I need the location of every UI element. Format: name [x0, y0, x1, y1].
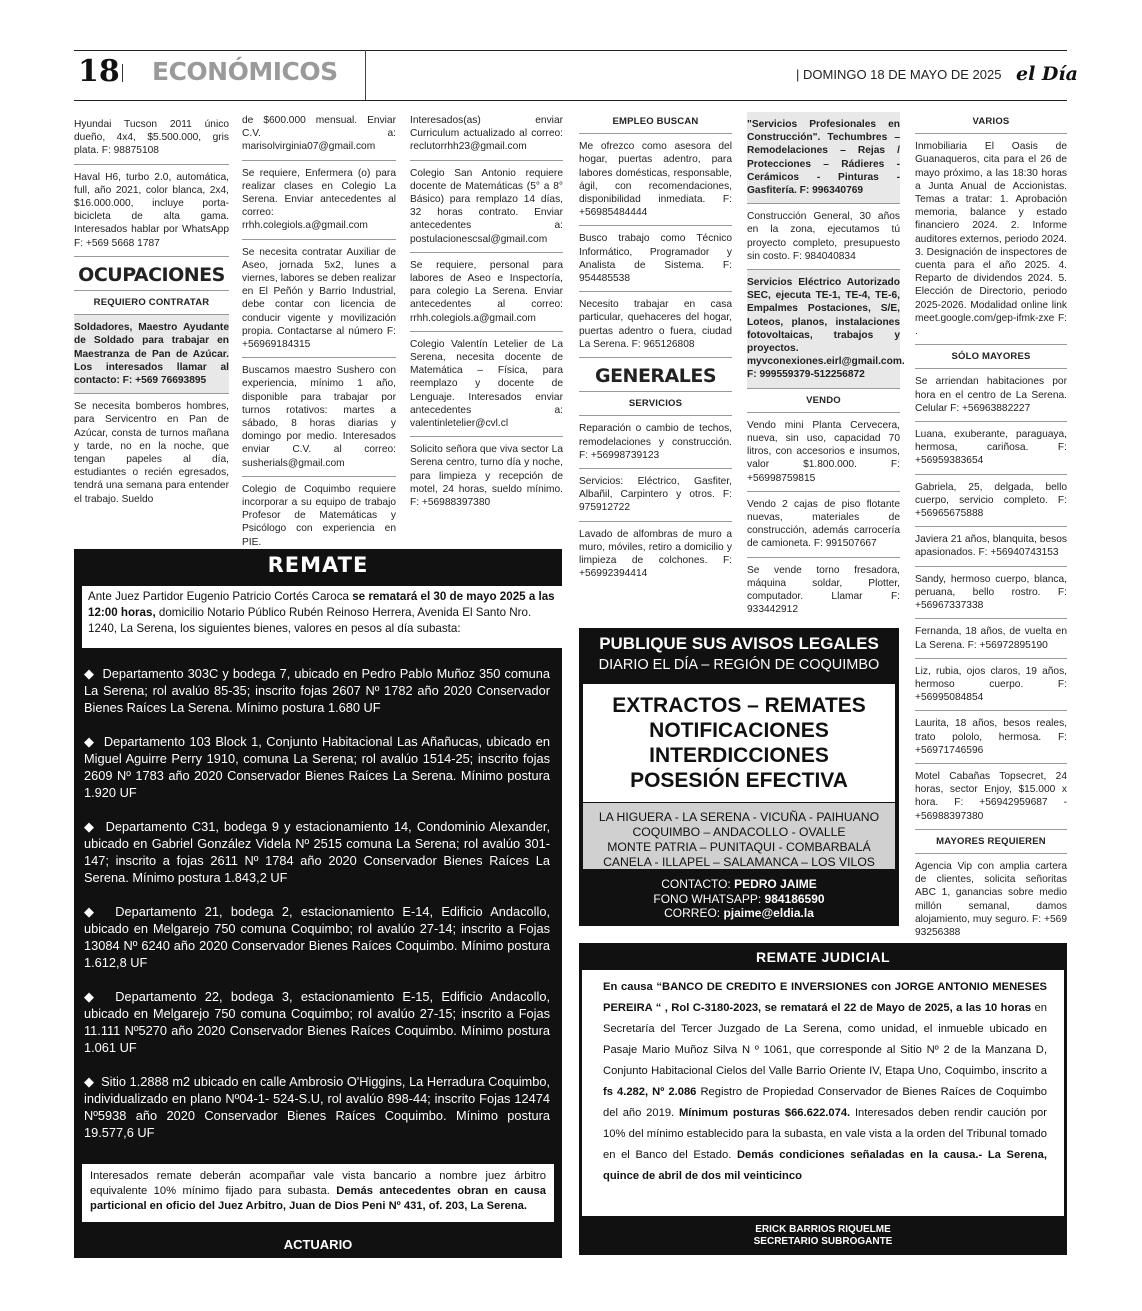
classified-ad: Se vende torno fresadora, máquina soldar, Plotter, computador. Llamar F: 933442912 [747, 564, 900, 616]
classified-column-3 [410, 112, 563, 515]
remate-judicial-text: En causa “BANCO DE CREDITO E INVERSIONES con JORGE ANTONIO MENESES PEREIRA “ , Rol C-3180-2023, se rematará el 22 de Mayo de 2025, a las 10 horas en Secretaría del Tercer Juzgado de La Serena, como unidad, el inmueble ubicado en Pasaje Mario Muñoz Silva N º 1061, que corresponde al Sitio Nº 2 de la Manzana D, Conjunto Habitacional Cielos del Valle Barrio Oriente IV, Etapa Uno, Coquimbo, inscrito a fs 4.282, Nº 2.086 Registro de Propiedad Conservador de Bienes Raíces de Coquimbo del año 2019. Mínimum posturas $66.622.074. Interesados deben rendir caución por 10% del mínimo establecido para la subasta, en vale vista a la orden del Tribunal tomado en el Banco del Estado. Demás condiciones señaladas en la causa.- La Serena, quince de abril de dos mil veinticinco [603, 981, 1047, 1182]
classified-column-1 [74, 112, 229, 512]
remate-judicial-title: REMATE JUDICIAL [755, 949, 891, 965]
classified-ad: Se requiere, personal para labores de Aseo e Inspectoría, para colegio La Serena. Enviar antecedentes al correo: rrhh.colegiols.a@gmail.com [410, 253, 563, 332]
classified-ad: Se arriendan habitaciones por hora en el centro de La Serena. Celular F: +56963882227 [915, 369, 1067, 422]
classified-ad: Luana, exuberante, paraguaya, hermosa, cariñosa. F: +56959383654 [915, 422, 1067, 475]
classified-ad-featured: "Servicios Profesionales en Construcción". Techumbres – Remodelaciones – Rejas / Protecciones – Rádieres - Cerámicos - Pinturas - Gasfitería. F: 996340769 [747, 112, 900, 204]
remate-title: REMATE [267, 553, 369, 577]
classified-ad: Inmobiliaria El Oasis de Guanaqueros, cita para el 26 de mayo próximo, a las 18:30 horas a Junta Anual de Accionistas. Temas a tratar: 1. Aprobación memoria, balance y estado financiero 2024. 2. Informe auditores externos, periodo 2024. 3. Designación de inspectores de cuenta para el año 2025. 4. Reparto de dividendos 2024. 5. Elección de Directorio, periodo 2025-2026. Modalidad online link meet.google.com/gep-ifmk-zxe F: . [915, 134, 1067, 345]
remate-item: ◆ Departamento 22, bodega 3, estacionamiento E-15, Edificio Andacollo, ubicado en Melgarejo 750 comuna Coquimbo; rol avalúo 27-15; inscrito a Fojas 11.111 Nº5270 año 2020 Conservador Bienes Raíces Coquimbo. Mínimo postura 1.061 UF [84, 989, 550, 1055]
subcategory-title: MAYORES REQUIEREN [915, 830, 1067, 854]
classified-ad: Vendo 2 cajas de piso flotante nuevas, materiales de construcción, además carrocería de camioneta. F: 991507667 [747, 492, 900, 558]
header-separator [122, 64, 123, 82]
classified-column-2 [242, 112, 396, 555]
remate-item: ◆ Departamento 103 Block 1, Conjunto Habitacional Las Añañucas, ubicado en Miguel Aguirre Perry 1910, comuna La Serena; rol avalúo 1514-25; inscrito fojas 2609 Nº 1783 año 2020 Conservador Bienes Raíces La Serena. Mínimo postura 1.920 UF [84, 734, 550, 800]
remate-item: ◆ Departamento C31, bodega 9 y estacionamiento 14, Condominio Alexander, ubicado en Gabriel González Videla Nº 2515 comuna La Serena; rol avalúo 301-147; inscrito a fojas 2611 Nº 1784 año 2020 Conservador Bienes Raíces La Serena. Mínimo postura 1.843,2 UF [84, 819, 550, 885]
classified-ad: Reparación o cambio de techos, remodelaciones y construcción. F: +56998739123 [579, 416, 732, 469]
bullet-icon: ◆ [84, 989, 116, 1004]
bullet-icon: ◆ [84, 734, 104, 749]
remate-judicial-signature: ERICK BARRIOS RIQUELME SECRETARIO SUBROGANTE [753, 1224, 893, 1247]
header-top-rule [74, 50, 1067, 51]
subcategory-title: SÓLO MAYORES [915, 345, 1067, 369]
legal-ad-subtitle: DIARIO EL DÍA – REGIÓN DE COQUIMBO [598, 657, 880, 673]
classified-ad: Sandy, hermoso cuerpo, blanca, peruana, bello rostro. F: +56967337338 [915, 567, 1067, 620]
classified-ad: de $600.000 mensual. Enviar C.V. a: marisolvirginia07@gmail.com [242, 112, 396, 161]
classified-ad: Se necesita bomberos hombres, para Servicentro en Pan de Azúcar, consta de turnos mañana y tarde, no en la noche, que tengan papeles al día, estudiantes o recién egresados, tendrá una semana para entender el trabajo. Sueldo [74, 401, 229, 505]
classified-ad: Fernanda, 18 años, de vuelta en La Serena. F: +56972895190 [915, 619, 1067, 658]
classified-column-6 [915, 110, 1067, 945]
legal-ad-places: LA HIGUERA - LA SERENA - VICUÑA - PAIHUANO COQUIMBO – ANDACOLLO - OVALLE MONTE PATRIA – PUNITAQUI - COMBARBALÁ CANELA - ILLAPEL – SALAMANCA – LOS VILOS [598, 810, 880, 869]
subcategory-title: REQUIERO CONTRATAR [74, 291, 229, 315]
classified-ad: Servicios: Eléctrico, Gasfiter, Albañil, Carpintero y otros. F: 975912722 [579, 469, 732, 522]
section-title: ECONÓMICOS [152, 57, 338, 86]
classified-ad: Motel Cabañas Topsecret, 24 horas, sector Enjoy, $15.000 x hora. F: +56942959687 - +56988397380 [915, 764, 1067, 830]
subcategory-title: SERVICIOS [579, 392, 732, 416]
classified-ad: Haval H6, turbo 2.0, automática, full, año 2021, color blanca, 2x4, $16.000.000, incluye porta-bicicleta de alta gama. Interesados hablar por WhatsApp F: +569 5668 1787 [74, 165, 229, 257]
bullet-icon: ◆ [84, 819, 106, 834]
contact-name: PEDRO JAIME [734, 877, 817, 891]
classified-ad-featured: Soldadores, Maestro Ayudante de Soldado para trabajar en Maestranza de Pan de Azúcar. Los interesados llamar al contacto: F: +569 76693895 [74, 315, 229, 394]
classified-ad: Se necesita contratar Auxiliar de Aseo, jornada 5x2, lunes a viernes, labores se deben realizar en El Peñón y Barrio Industrial, debe contar con licencia de conducir vigente y movilización propia. Contactarse al número F: +56969184315 [242, 240, 396, 359]
classified-ad: Colegio San Antonio requiere docente de Matemáticas (5° a 8° Básico) para remplazo 14 días, 32 horas contrato. Enviar antecedentes a: postulacionescsal@gmail.com [410, 161, 563, 253]
classified-ad: Colegio de Coquimbo requiere incorporar a su equipo de trabajo Profesor de Matemáticas y Psicólogo con experiencia en PIE. [242, 483, 396, 548]
classified-ad: Solicito señora que viva sector La Serena centro, turno día y noche, para limpieza y recepción de motel, 24 horas, sueldo mínimo. F: +56988397380 [410, 444, 563, 509]
classified-ad: Interesados(as) enviar Curriculum actualizado al correo: reclutorrhh23@gmail.com [410, 112, 563, 161]
classified-column-4 [579, 110, 732, 586]
classified-ad: Javiera 21 años, blanquita, besos apasionados. F: +56940743153 [915, 527, 1067, 566]
classified-ad: Me ofrezco como asesora del hogar, puertas adentro, para labores domésticas, responsable, ágil, con recomendaciones, disponibilidad inmediata. F: +56985484444 [579, 134, 732, 226]
page-number: 18 [78, 54, 120, 89]
bullet-icon: ◆ [84, 666, 103, 681]
remate-signature: ACTUARIO [283, 1237, 353, 1252]
category-title-ocupaciones: OCUPACIONES [74, 257, 229, 291]
classified-ad: Laurita, 18 años, besos reales, trato pololo, hermosa. F: +56971746596 [915, 711, 1067, 764]
classified-ad: Gabriela, 25, delgada, bello cuerpo, servicio completo. F: +56965675888 [915, 475, 1067, 528]
legal-ad-contact: CONTACTO: PEDRO JAIME FONO WHATSAPP: 984186590 CORREO: pjaime@eldia.la [653, 877, 825, 920]
newspaper-logo: el Día [1016, 63, 1078, 85]
classified-ad-featured: Servicios Eléctrico Autorizado SEC, ejecuta TE-1, TE-4, TE-6, Empalmes Postaciones, S/E, Loteos, planos, instalaciones fotovoltaicas, trabajos y proyectos. myvconexiones.eirl@gmail.com. F: 999559379-512256872 [747, 270, 900, 389]
remate-item: ◆ Departamento 21, bodega 2, estacionamiento E-14, Edificio Andacollo, ubicado en Melgarejo 750 comuna Coquimbo; rol avalúo 27-14; inscrito a Fojas 13084 Nº 6240 año 2020 Conservador Bienes Raíces Coquimbo. Mínimo postura 1.612,8 UF [84, 904, 550, 970]
bullet-icon: ◆ [84, 904, 116, 919]
classified-ad: Necesito trabajar en casa particular, quehaceres del hogar, puertas adentro o fuera, ciudad La Serena. F: 965126808 [579, 292, 732, 358]
classified-ad: Se requiere, Enfermera (o) para realizar clases en Colegio La Serena. Enviar antecedentes al correo: rrhh.colegiols.a@gmail.com [242, 161, 396, 240]
remate-items-list [84, 665, 550, 1158]
issue-date: | DOMINGO 18 DE MAYO DE 2025 [796, 67, 1001, 82]
remate-item: ◆ Sitio 1.2888 m2 ubicado en calle Ambrosio O'Higgins, La Herradura Coquimbo, individualizado en plano Nº04-1- 524-S.U, rol avalúo 898-44; inscrito Fojas 12474 Nº5938 año 2020 Conservador Bienes Raíces Coquimbo. Mínimo postura 19.577,6 UF [84, 1074, 550, 1140]
bullet-icon: ◆ [84, 1074, 102, 1089]
remate-intro-date: se rematará el 30 de mayo 2025 a las 12:00 horas, [88, 590, 555, 619]
remate-item: ◆ Departamento 303C y bodega 7, ubicado en Pedro Pablo Muñoz 350 comuna La Serena; rol avalúo 85-35; inscrito fojas 2607 Nº 1782 año 2020 Conservador Bienes Raíces La Serena. Mínimo postura 1.680 UF [84, 666, 551, 715]
remate-intro [82, 586, 562, 648]
whatsapp-number[interactable]: 984186590 [764, 891, 825, 906]
subcategory-title: VENDO [747, 389, 900, 413]
classified-ad: Liz, rubia, ojos claros, 19 años, hermoso cuerpo. F: +56995084854 [915, 659, 1067, 712]
classified-ad: Hyundai Tucson 2011 único dueño, 4x4, $5.500.000, gris plata. F: 98875108 [74, 112, 229, 165]
remate-intro-location: domicilio Notario Público Rubén Reinoso Herrera, Avenida El Santo Nro. 1240, La Serena, los siguientes bienes, valores en pesos al día subasta: [88, 606, 532, 635]
classified-ad: Buscamos maestro Sushero con experiencia, mínimo 1 año, disponible para trabajar por turnos rotativos: martes a sábado, 8 horas diarias y domingo por medio. Interesados enviar C.V. al correo: susherials@gmail.com [242, 358, 396, 477]
classified-ad: Lavado de alfombras de muro a muro, móviles, retiro a domicilio y limpieza de colchones. F: +56992394414 [579, 528, 732, 580]
classified-ad: Colegio Valentín Letelier de La Serena, necesita docente de Matemática – Física, para reemplazo y docente de Lenguaje. Interesados enviar antecedentes a: valentinletelier@cvl.cl [410, 332, 563, 437]
header-divider [365, 50, 366, 100]
classified-ad: Agencia Vip con amplia cartera de clientes, solicita señoritas ABC 1, ganancias sobre medio millón semanal, damos alojamiento, muy seguro. F: +569 93256388 [915, 860, 1067, 938]
legal-ad-title: PUBLIQUE SUS AVISOS LEGALES [599, 634, 879, 653]
classified-ad: Busco trabajo como Técnico Informático, Programador y Analista de Sistema. F: 954485538 [579, 226, 732, 292]
category-title-generales: GENERALES [579, 358, 732, 392]
contact-email[interactable]: pjaime@eldia.la [723, 906, 814, 920]
classified-ad: Vendo mini Planta Cervecera, nueva, sin uso, capacidad 70 litros, con accesorios e insumos, valor $1.800.000. F: +56998759815 [747, 413, 900, 492]
remate-footer: Interesados remate deberán acompañar vale vista bancario a nombre juez árbitro equivalente 10% mínimo fijado para subasta. Demás antecedentes obran en causa particional en oficio del Juez Arbitro, Juan de Dios Peni Nº 431, of. 203, La Serena. [82, 1164, 554, 1222]
remate-intro-judge: Ante Juez Partidor Eugenio Patricio Cortés Caroca [88, 590, 353, 603]
classified-column-5 [747, 112, 905, 623]
subcategory-title: EMPLEO BUSCAN [579, 110, 732, 134]
classified-ad: Construcción General, 30 años en la zona, ejecutamos tú proyecto completo, presupuesto sin costo. F: 984040834 [747, 204, 900, 270]
subcategory-title: VARIOS [915, 110, 1067, 134]
legal-ad-services: EXTRACTOS – REMATES NOTIFICACIONES INTERDICCIONES POSESIÓN EFECTIVA [612, 694, 866, 792]
header-bottom-rule [74, 100, 1067, 101]
